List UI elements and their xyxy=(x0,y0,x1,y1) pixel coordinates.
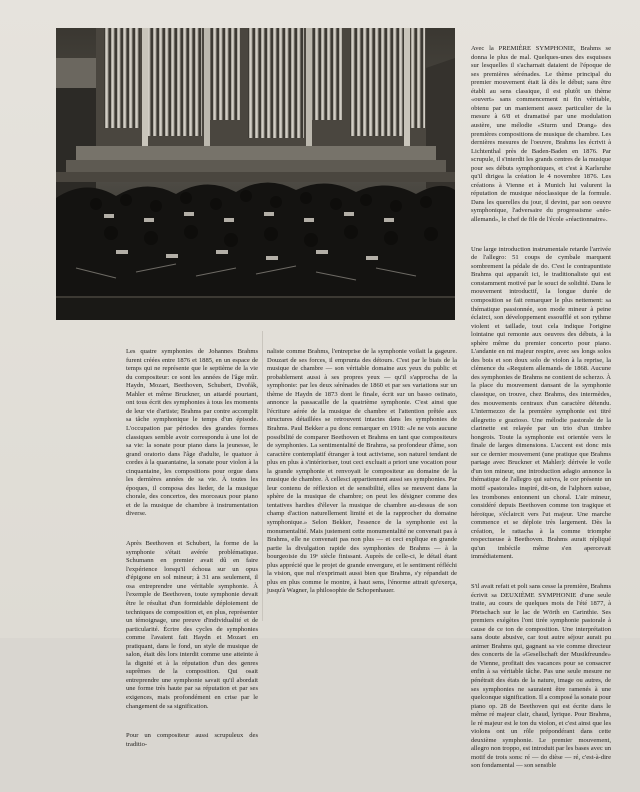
column-divider xyxy=(262,331,263,621)
paragraph: Les quatre symphonies de Johannes Brahms furent créées entre 1876 et 1885, en un espace de temps qui ne représente que le septième de la vie du compositeur: ce sont les années de l'âge mûr. Haydn, Mozart, Beethoven, Schubert, Dvořák, Mahler et même Bruckner, un attardé pourtant, ont tous écrit des symphonies à tous les moments de leur vie d'artiste; Brahms par contre accomplit sa tâche symphonique le temps d'un épisode. L'occupation par périodes des grandes formes classiques semble avoir correspondu à une loi de sa vie: la sonate pour piano dans la jeunesse, le grand oratorio dans l'âge d'adulte, le quatuor à cordes à la quarantaine, la sonate pour violon à la cinquantaine, les compositions pour orgue dans les dernières années de sa vie. À toutes les époques, il composa des lieder, de la musique chorale, des concertos, des morceaux pour piano et de la musique de chambre à instrumentation diverse. xyxy=(126,348,260,518)
paragraph: naliste comme Brahms, l'entreprise de la symphonie voilait la gageure. Douzart de ses forces, il emprunta des détours. C'est par le biais de la musique de chambre — son véritable domaine aux yeux du public et probablement aussi à ses propres yeux — qu'il s'approcha de la symphonie: par les deux sérénades de 1860 et par ses variations sur un thème de Haydn de 1873 dont le finale, écrit sur un basso ostinato, annonce la passacaille de la quatrième symphonie. C'est ainsi que l'écriture aérée de la musique de chambre et l'attention prêtée aux structures détaillées se retrouvent intactes dans les symphonies de Brahms. Paul Bekker a pu donc remarquer en 1918: «Je ne vois aucune possibilité de comparer Beethoven et Brahms en tant que compositeurs de symphonies. La sentimentalité de Brahms, sa profondeur d'âme, son caractère contemplatif étranger à tout activisme, son naturel tendant de plus en plus à s'intérioriser, tout ceci excluait a priori une vocation pour la grande symphonie et renvoyait le compositeur au domaine de la musique de chambre. À cellesci appartiennent aussi ses symphonies. Par leur contenu de réflexion et de sensibilité, elles se meuvent dans la sphère de la musique de chambre; on peut les désigner comme des tentatives hardies d'élever la musique de chambre au-dessus de son champ d'action naturellement limité et de la rapprocher du domaine symphonique.» Selon Bekker, l'essence de la symphonie est la monumentalité. Mais justement cette monumentalité ne convenait pas à Brahms, elle ne convenait pas non plus — et ceci explique en grande partie la divulgation rapide des symphonies de Brahms — à la bourgeoisie du 19ᵉ siècle finissant. Auprès de celle-ci, le détail étant plus apprécié que le projet de grande envergure, et le sentiment réfléchi la vision, que nul n'exprimait aussi bien que Brahms, s'y répandait de plus en plus comme le montre, à haut sens, l'énorme attrait qu'exerça, jusqu'à Wagner, la philosophie de Schopenhauer. xyxy=(267,348,459,595)
paragraph: S'il avait refait et poli sans cesse la première, Brahms écrivit sa DEUXIÈME SYMPHONIE d'une seule traite, au cours de quelques mois de l'été 1877, à Pörtschach sur le lac de Wörth en Carinthie. Ses premiers exégètes l'ont tirée symphonie pastorale à cause de ce ton de composition. Une interprétation sans doute abusive, car tout autre séjour aurait pu animer Brahms qui, gagnant sa vie comme directeur des concerts de la «Gesellschaft der Musikfreunde» de Vienne, profitait des vacances pour se consacrer enfin à sa véritable tâche. Pas une seule mesure ne pénétrait des états de la nature, image ou autres, de ses symphonies ne sauraient être ramenés à une quelconque signification. Il a composé la sonate pour piano op. 28 de Beethoven qui est écrite dans le même ré majeur clair, chaud, lyrique. Pour Brahms, le ré majeur est le ton du violon, et c'est ainsi que les violons ont un rôle prépondérant dans cette deuxième symphonie. Le premier mouvement, allegro non troppo, est introduit par les bases avec un motif de trois sons: ré — do dièse — ré, c'est-à-dire son fondamental — son sensible xyxy=(471,583,613,770)
orchestra-photo xyxy=(56,28,455,320)
text-column-middle xyxy=(267,331,457,617)
paragraph: Après Beethoven et Schubert, la forme de la symphonie s'était avérée problématique. Schumann en premier avait dû en faire l'expérience lorsqu'il échoua sur un opus d'épigone en sol mineur; à 31 ans seulement, il osa entreprendre une véritable symphonie. À l'exemple de Beethoven, toute symphonie devait être le résultat d'un formidable déploiement de techniques de composition et, en plus, représenter un témoignage, une preuve d'individualité et de particularité. Écrire des cycles de symphonies comme l'avaient fait Haydn et Mozart en pratiquant, dans le fond, un style de musique de salon, était dès lors interdit comme une atteinte à la dignité et à la réputation d'un des genres suprêmes de la composition. Qui osait entreprendre une symphonie savait qu'il abordait une forme très haute par sa réputation et par ses exigences, mais profondément en crise par le changement de sa signification. xyxy=(126,540,260,710)
paragraph: Avec la PREMIÈRE SYMPHONIE, Brahms se donna le plus de mal. Quelques-unes des esquisses sur lesquelles il s'acharnait dataient de l'époque de ses premières sérénades. Le thème principal du premier mouvement était là dès le début; sans être établi au sens classique, il est plutôt un thème «ouvert» sans commencement ni fin véritable, obtenu par un maniement assez particulier de la mesure à 6/8 et dramatisé par une modulation austère, une mélodie «Sturm und Drang» des premières compositions de musique de chambre. Les dernières mesures de l'oeuvre, Brahms les écrivit à Lichtenthal près de Baden-Baden en 1876. Par scrupule, il s'interdit les grands centres de la musique pour ses débuts symphoniques, et c'est à Karlsruhe qu'il dirigea la création le 4 novembre 1876. Les créations à Vienne et à Munich lui valurent la réputation de musique néoclassique de la formule. Dans les querelles du jour, il devint, par son oeuvre symphonique, l'adversaire du progressisme «néo-allemand», le chef de file de l'école «réactionnaire». xyxy=(471,45,613,224)
text-column-left xyxy=(126,331,258,770)
orchestra-illustration xyxy=(56,28,455,320)
text-column-right xyxy=(471,28,611,792)
paragraph: Une large introduction instrumentale retarde l'arrivée de l'allegro: 51 coups de cymbale marquent sombrement la pédale de do. C'est le contrapuntiste Brahms qui apparaît ici, le traditionaliste qui est constamment motivé par le souci de solidité. Dans le mouvement introductif, la longue durée de composition se fait remarquer le plus nettement: sa thématique passionnée, son mode mineur à peine éclairci, son développement essoufflé et son rythme violent et taillade, tout cela indique l'origine lointaine qui remonte aux oeuvres des débuts, à la sphère même du premier concerto pour piano. L'andante en mi majeur respire, avec ses longs solos des bois et son doux solo de violon à la reprise, la clémence du «Requiem allemand» de 1868. Aucune des symphonies de Brahms ne contient de scherzo. À la place du mouvement dansant de la symphonie classique, on trouve, chez Brahms, des intermèdes, des mouvements centraux d'un caractère détendu. L'intermezzo de la première symphonie est titré allegretto e grazioso. Une mélodie pastorale de la clarinette est relayée par un trio d'un timbre hongrois. Toute la symphonie est orientée vers le finale de larges dimensions. L'accent est donc mis sur ce dernier mouvement (une pratique que Brahms partage avec Bruckner et Mahler): dérivée le voile d'un ton mineur, une introduction adagio annonce la thématique de l'allegro qui suivra, le cor présente un motif «pastorale» inspiré, dit-on, de l'alphorn suisse, les trombones entonnent un choral. L'air mineur, considéré depuis Beethoven comme ton tragique et héroïque, s'éclaircit vers l'ut majeur. Une marche commence et se déploie très largement. Dès la création, le rattacha à la comme triomphe respectueuse à Beethoven. Brahms aurait répliqué qu'un imbécile même s'en apercevait immédiatement. xyxy=(471,245,613,561)
paragraph: Pour un compositeur aussi scrupuleux des traditio- xyxy=(126,732,260,748)
